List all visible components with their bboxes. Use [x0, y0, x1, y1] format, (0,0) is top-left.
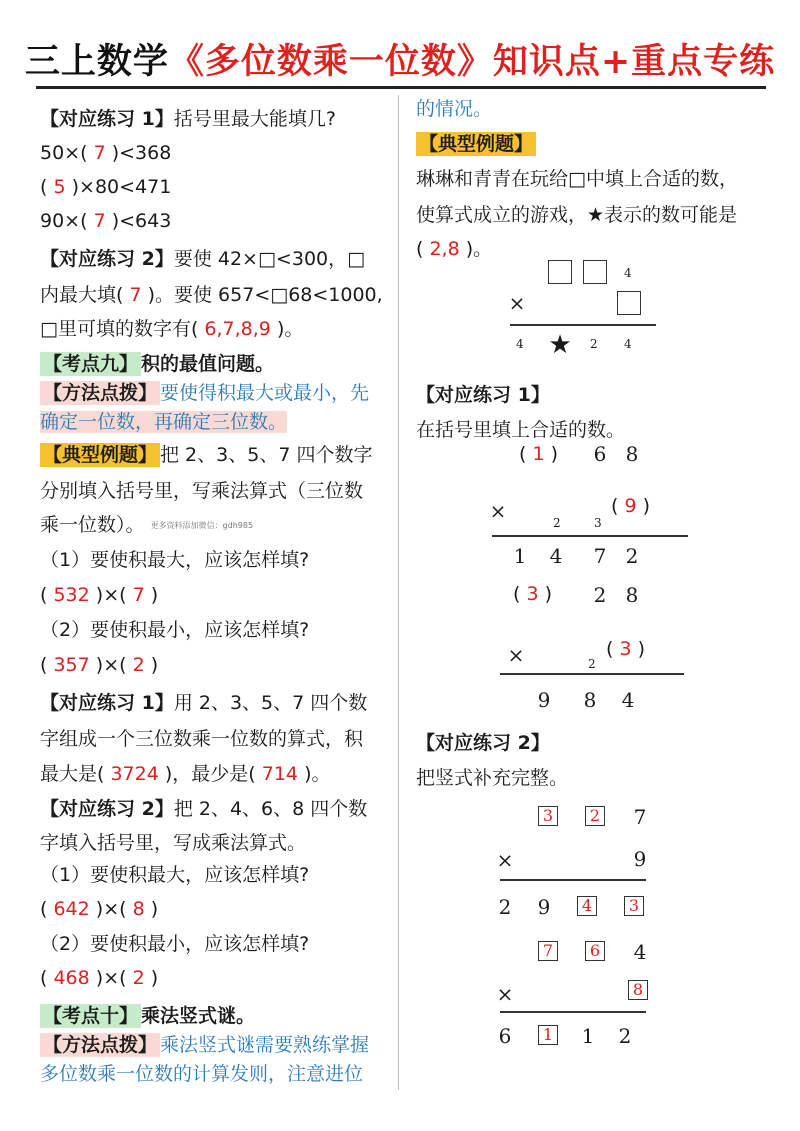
exercise-2-line-2: 内最大填( 7 )。要使 657<□68<1000, [40, 284, 383, 306]
puzzle-2-carry-2: 3 [594, 516, 602, 530]
puzzle-2-rule-2 [500, 673, 684, 675]
puzzle-3-b-digit: 4 [633, 940, 647, 964]
puzzle-1-result-ones: 4 [624, 337, 632, 351]
typical-example-9-line-2: 分别填入括号里，写乘法算式（三位数 [40, 480, 364, 502]
right-exercise-2-heading: 【对应练习 2】 [416, 732, 550, 754]
puzzle-1-result-tens: 2 [590, 337, 598, 351]
puzzle-2-multiplier-blank: ( 9 ) [611, 495, 650, 517]
puzzle-2-times-sign-2: × [507, 643, 525, 667]
exercise-4-line-1: 【对应练习 2】把 2、4、6、8 四个数 [40, 798, 368, 820]
puzzle-1-rule [510, 324, 656, 326]
puzzle-2-product-2-d1: 9 [537, 688, 551, 712]
right-exercise-1-heading: 【对应练习 1】 [416, 384, 550, 406]
puzzle-3-b-box-2: 6 [585, 941, 605, 961]
typical-example-10-line-1: 琳琳和青青在玩给□中填上合适的数， [416, 168, 738, 190]
method-tip-9-line-2: 确定一位数，再确定三位数。 [40, 411, 288, 433]
exercise-1-line-1: 50×( 7 )<368 [40, 142, 172, 164]
puzzle-3-sum-box: 1 [538, 1025, 558, 1045]
puzzle-1-box-hundreds [548, 260, 572, 284]
puzzle-2-row-4-ones: 8 [625, 583, 639, 607]
puzzle-2-product-1-d1: 1 [513, 544, 527, 568]
typical-example-9-line-1: 【典型例题】 把 2、3、5、7 四个数字 [40, 442, 372, 468]
puzzle-3-a-box-2: 2 [585, 806, 605, 826]
puzzle-1-star: ★ [548, 330, 572, 360]
puzzle-3-result-d1: 2 [498, 895, 512, 919]
title-topic: 《多位数乘一位数》知识点+重点专练 [168, 42, 776, 82]
method-tip-10-line-2: 多位数乘一位数的计算发则，注意进位 [40, 1063, 364, 1085]
puzzle-2-row-1-ones: 8 [625, 442, 639, 466]
typical-example-10-line-2: 使算式成立的游戏，★表示的数可能是 [416, 204, 738, 226]
exercise-1-line-2: ( 5 )×80<471 [40, 176, 172, 198]
typical-example-10-line-3: ( 2,8 )。 [416, 238, 493, 260]
answer-1: ( 532 )×( 7 ) [40, 584, 159, 606]
puzzle-2-times-sign: × [489, 499, 507, 523]
puzzle-3-times-sign: × [496, 848, 514, 872]
puzzle-3-a-digit: 7 [633, 805, 647, 829]
puzzle-2-product-1-d3: 7 [593, 544, 607, 568]
right-exercise-2-question: 把竖式补充完整。 [416, 767, 569, 789]
puzzle-1-result-thousands: 4 [516, 337, 524, 351]
puzzle-1-box-multiplier [617, 291, 641, 315]
puzzle-1-times-sign: × [508, 291, 526, 315]
puzzle-3-times-sign-2: × [496, 982, 514, 1006]
exercise-2-line-3: □里可填的数字有( 6,7,8,9 )。 [40, 318, 304, 340]
puzzle-3-a-box-1: 3 [538, 806, 558, 826]
exercise-4-line-2: 字填入括号里，写成乘法算式。 [40, 832, 307, 854]
puzzle-2-row-4-tens: 2 [593, 583, 607, 607]
question-3: （1）要使积最大，应该怎样填? [40, 864, 310, 886]
puzzle-3-result-box-2: 3 [624, 896, 644, 916]
puzzle-3-sum-d1: 6 [498, 1024, 512, 1048]
title-underline [36, 86, 766, 89]
typical-example-10-tag: 【典型例题】 [416, 131, 536, 157]
puzzle-2-product-2-d2: 8 [583, 688, 597, 712]
answer-2: ( 357 )×( 2 ) [40, 654, 159, 676]
puzzle-2-carry-3: 2 [588, 657, 596, 671]
method-tip-10-line-1: 【方法点拨】 乘法竖式谜需要熟练掌握 [40, 1032, 369, 1058]
puzzle-2-multiplier-2-blank: ( 3 ) [606, 638, 645, 660]
exercise-2-line-1: 【对应练习 2】要使 42×□<300，□ [40, 248, 366, 270]
puzzle-2-carry-1: 2 [553, 516, 561, 530]
puzzle-2-product-2-d3: 4 [621, 688, 635, 712]
puzzle-2-rule-1 [492, 535, 688, 537]
answer-3: ( 642 )×( 8 ) [40, 898, 159, 920]
exercise-3-line-1: 【对应练习 1】用 2、3、5、7 四个数 [40, 692, 368, 714]
watermark-note: 更多资料添加微信：gdh985 [150, 521, 254, 530]
puzzle-3-multiplier: 9 [633, 847, 647, 871]
puzzle-2-row-4-blank: ( 3 ) [513, 583, 552, 605]
typical-example-9-line-3: 乘一位数）。 更多资料添加微信：gdh985 [40, 514, 254, 536]
puzzle-3-multiplier-2: 8 [628, 980, 648, 1000]
kaodian-9-heading: 【考点九】 积的最值问题。 [40, 351, 274, 377]
puzzle-3-sum-d3: 1 [581, 1024, 595, 1048]
puzzle-3-sum-d4: 2 [618, 1024, 632, 1048]
question-2: （2）要使积最小，应该怎样填? [40, 619, 310, 641]
column-divider [398, 95, 399, 1090]
method-tip-10-continued: 的情况。 [416, 98, 493, 120]
puzzle-3-b-box-1: 7 [538, 941, 558, 961]
puzzle-3-rule-1 [500, 879, 646, 881]
puzzle-1-multiplicand-ones: 4 [624, 266, 632, 280]
question-4: （2）要使积最小，应该怎样填? [40, 933, 310, 955]
puzzle-3-result-d2: 9 [537, 895, 551, 919]
method-tip-9-line-1: 【方法点拨】 要使得积最大或最小，先 [40, 380, 369, 406]
puzzle-3-result-box-1: 4 [577, 896, 597, 916]
page-title [0, 34, 800, 84]
puzzle-2-row-1-tens: 6 [593, 442, 607, 466]
puzzle-2-product-1-d4: 2 [625, 544, 639, 568]
exercise-3-line-3: 最大是( 3724 )，最少是( 714 )。 [40, 763, 331, 785]
question-1: （1）要使积最大，应该怎样填? [40, 549, 310, 571]
puzzle-1-box-tens [583, 260, 607, 284]
puzzle-3-rule-2 [500, 1011, 646, 1013]
puzzle-2-product-1-d2: 4 [549, 544, 563, 568]
answer-4: ( 468 )×( 2 ) [40, 967, 159, 989]
puzzle-2-row-1-blank: ( 1 ) [519, 443, 558, 465]
right-exercise-1-question: 在括号里填上合适的数。 [416, 419, 626, 441]
kaodian-10-heading: 【考点十】 乘法竖式谜。 [40, 1003, 255, 1029]
title-grade: 三上数学 [24, 42, 169, 82]
exercise-1-question: 【对应练习 1】括号里最大能填几? [40, 108, 336, 130]
exercise-1-line-3: 90×( 7 )<643 [40, 210, 172, 232]
exercise-3-line-2: 字组成一个三位数乘一位数的算式，积 [40, 728, 364, 750]
